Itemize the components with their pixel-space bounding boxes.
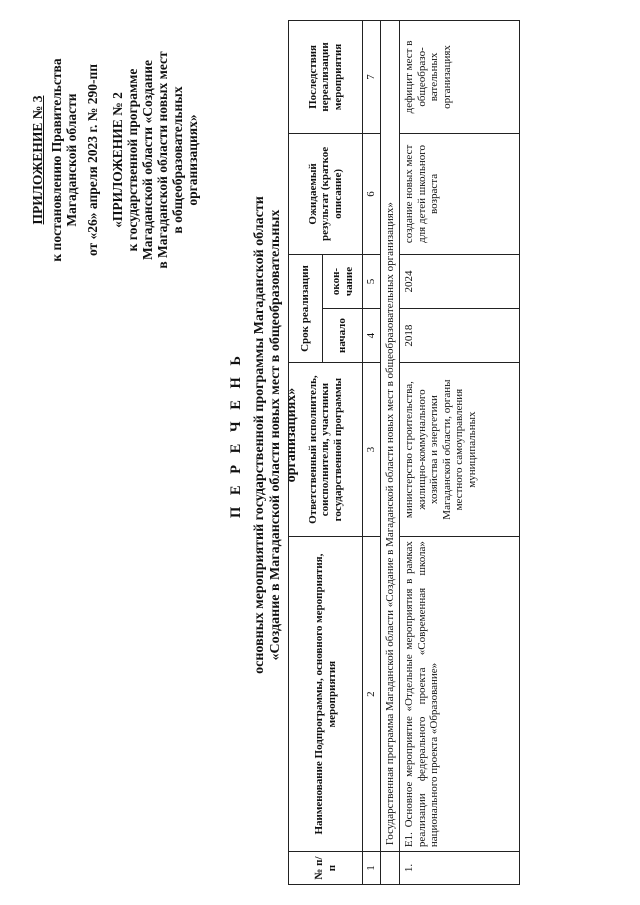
program-row [380,21,400,885]
column-index: 5 [363,254,381,308]
program-row-spacer [380,852,400,885]
annex-date-line: от «26» апреля 2023 г. № 290-пп [85,63,100,257]
document-subtitle: «Создание в Магаданской области новых мест в общеобразовательных организациях» [268,209,299,661]
sub-annex-line: организациях» [185,114,200,206]
annex-line: к постановлению Правительства [49,58,64,262]
document-subtitle: основных мероприятий государственной программы Магаданской области [252,196,267,674]
header-executor: Ответственный исполнитель, соисполнители, участники государственной программы [289,363,363,537]
program-row-text: Государственная программа Магаданской области «Создание в Магаданской области новых мест в общеобразовательных организациях» [380,21,400,852]
document-title: П Е Р Е Ч Е Н Ь [228,351,244,519]
sub-annex-line: в Магаданской области новых мест [155,51,170,269]
column-index: 2 [363,537,381,852]
measures-table [288,20,520,885]
column-index: 4 [363,309,381,363]
header-name: Наименование Подпрограммы, основного мероприятия, мероприятия [289,537,363,852]
rotated-document-sheet [20,20,620,885]
header-consequences: Последствия нереализации мероприятия [289,21,363,134]
column-index: 7 [363,21,381,134]
sub-annex-line: к государственной программе [125,68,140,252]
sub-annex-line: в общеобразовательных [170,86,185,234]
header-start: начало [323,309,363,363]
header-end: окон-чание [323,254,363,308]
column-index: 6 [363,133,381,254]
row-end: 2024 [400,254,520,308]
annex-header [30,30,200,290]
annex-line: Магаданской области [64,93,79,227]
header-result: Ожидаемый результат (краткое описание) [289,133,363,254]
table-row [400,21,520,885]
row-consequences: дефицит мест в общеобразо-вательных организациях [400,21,520,134]
header-num: № п/п [289,852,363,885]
row-executor: министерство строительства, жилищно-коммунального хозяйства и энергетики Магаданской области, органы местного самоуправления муниципальных [400,363,520,537]
row-start: 2018 [400,309,520,363]
header-period: Срок реализации [289,254,323,362]
sub-annex-title: «ПРИЛОЖЕНИЕ № 2 [110,92,125,228]
column-index: 1 [363,852,381,885]
column-index-row [363,21,381,885]
measures-table-wrap [288,20,520,885]
row-name: Е1. Основное мероприятие «Отдельные мероприятия в рамках реализации федерального проекта «Современная школа» национального проекта «Образование» [400,537,520,852]
row-result: создание новых мест для детей школьного возраста [400,133,520,254]
column-index: 3 [363,363,381,537]
row-num: 1. [400,852,520,885]
annex-title: ПРИЛОЖЕНИЕ № 3 [30,95,45,225]
sub-annex-line: Магаданской области «Создание [140,59,155,261]
